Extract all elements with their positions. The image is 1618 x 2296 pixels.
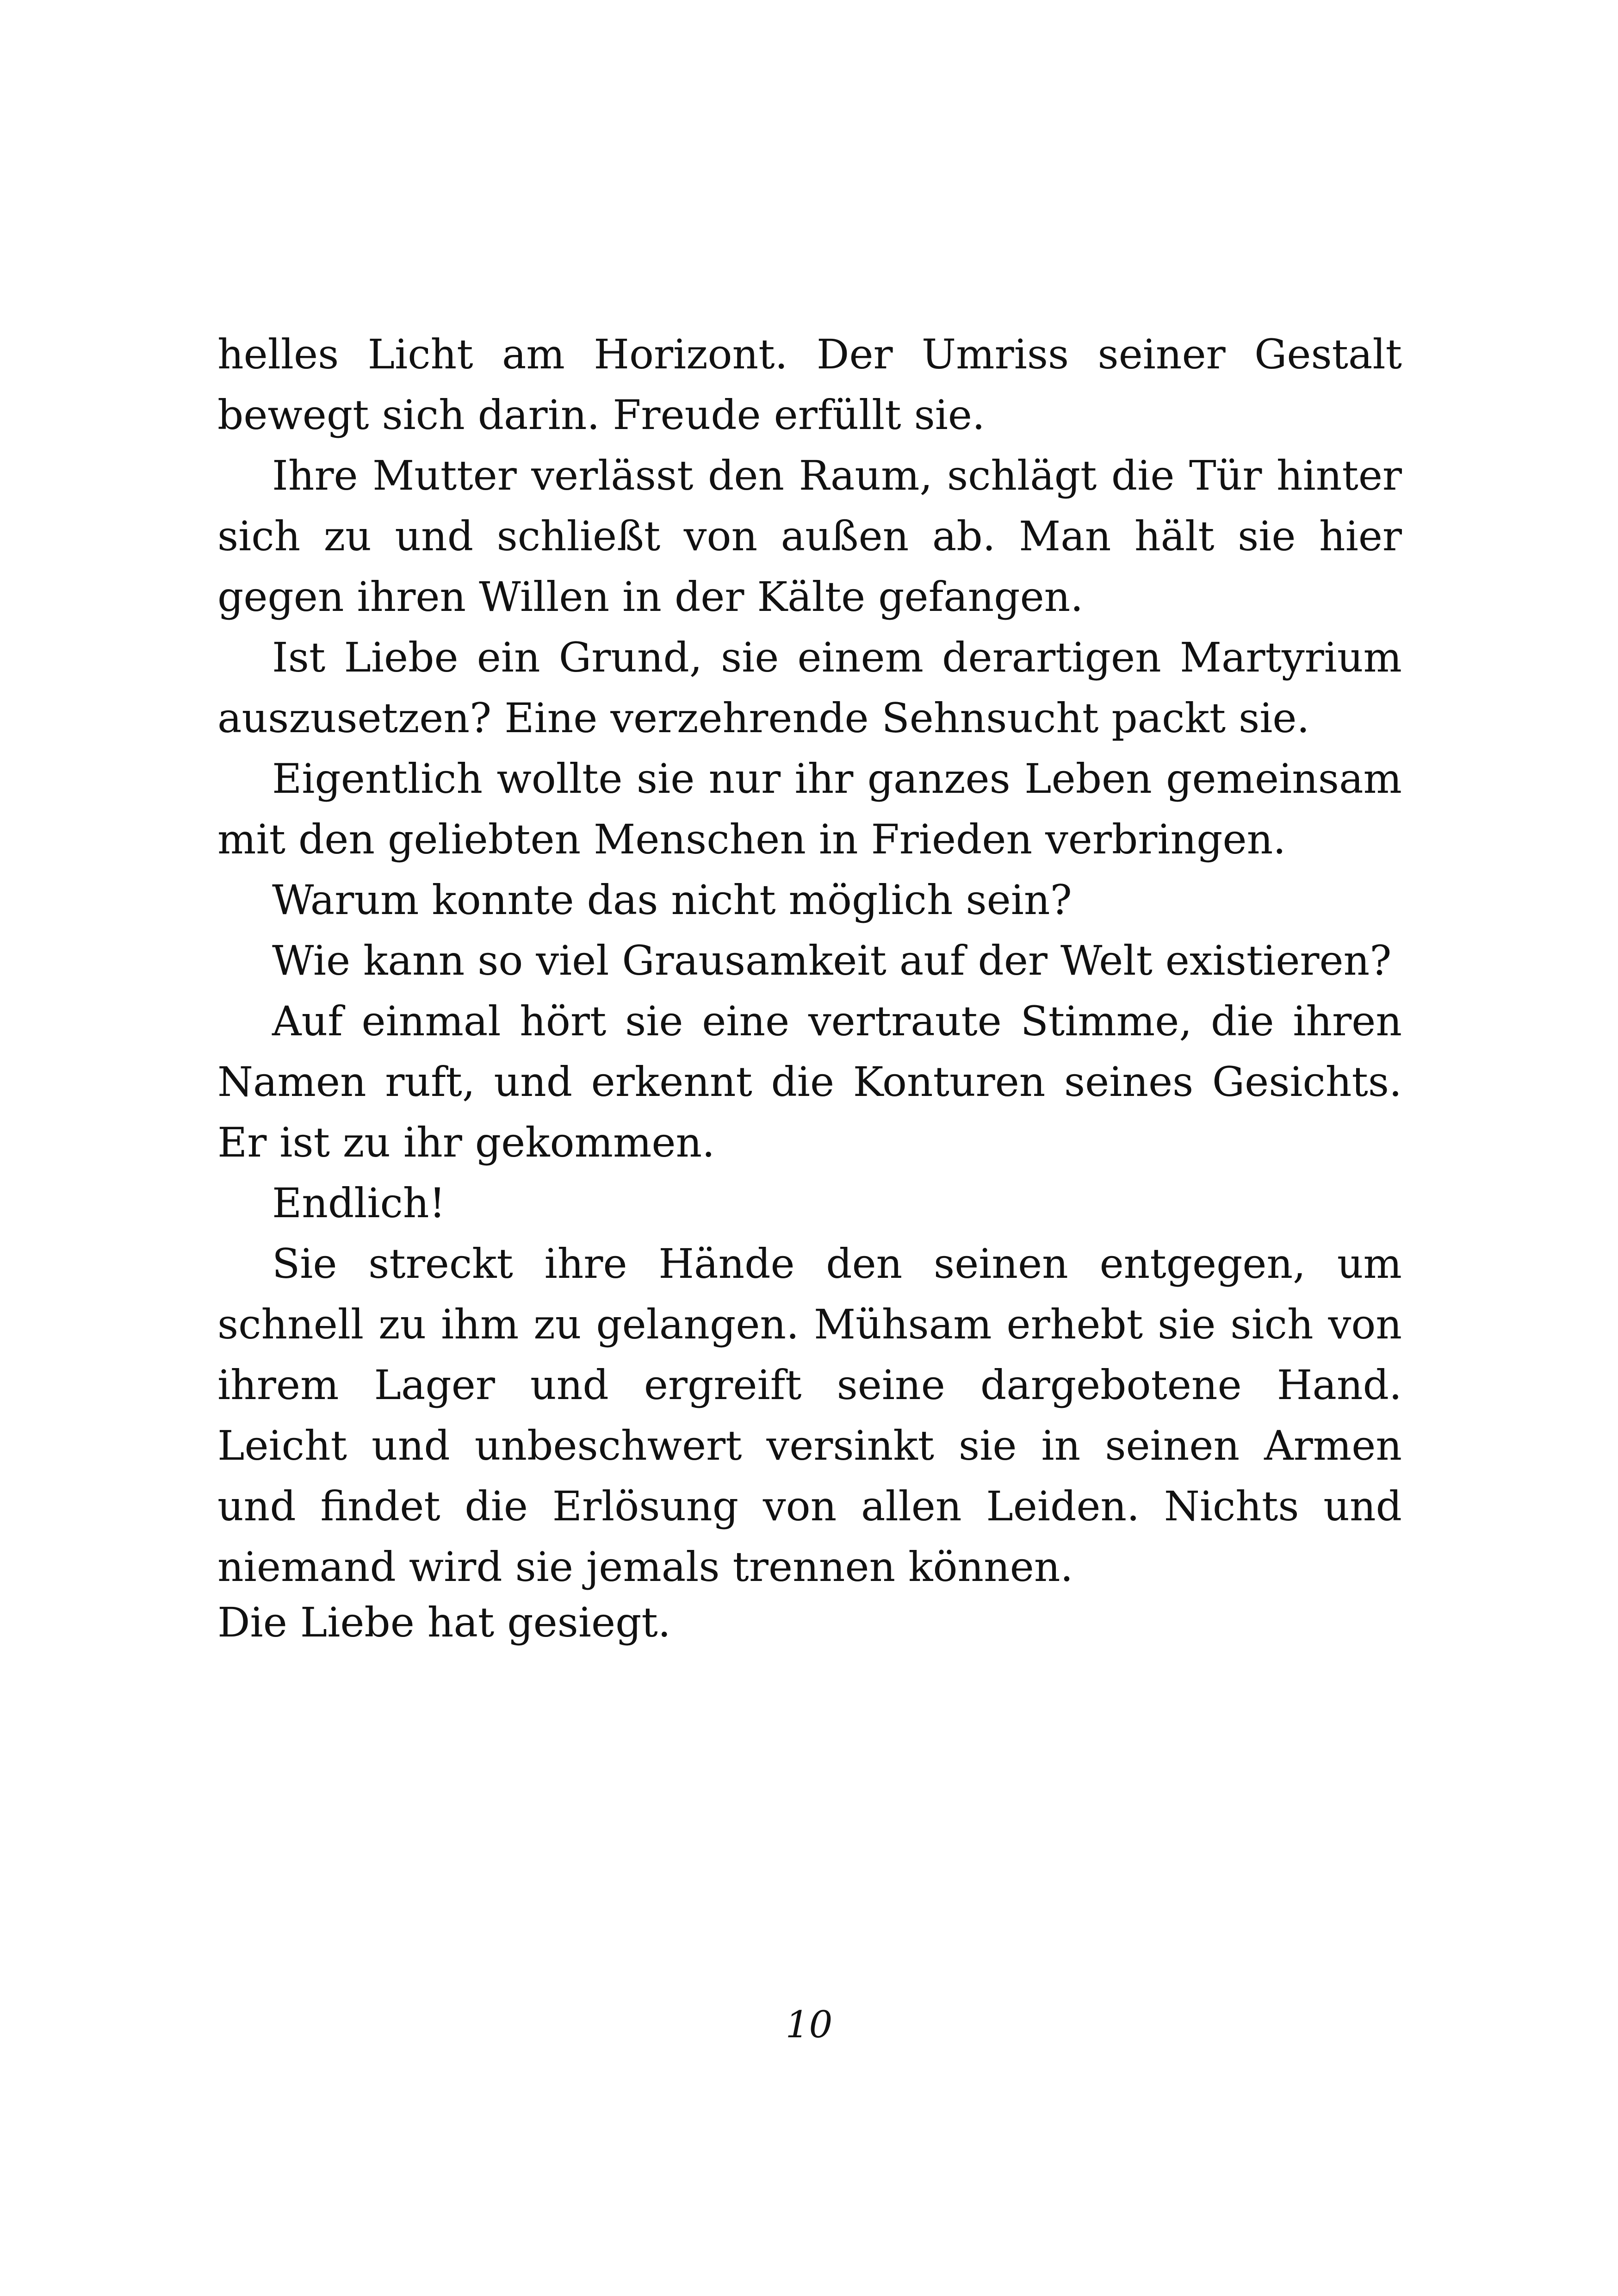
paragraph: Ihre Mutter verlässt den Raum, schlägt die Tür hinter sich zu und schließt von außen ab. Man hält sie hier gegen ihren Willen in der Kälte gefangen.: [217, 452, 1402, 621]
paragraph: Ist Liebe ein Grund, sie einem derartigen Martyrium auszusetzen? Eine verzehrende Sehnsucht packt sie.: [217, 634, 1402, 742]
page-number: 10: [785, 2003, 833, 2046]
paragraph: Eigentlich wollte sie nur ihr ganzes Leben gemeinsam mit den geliebten Menschen in Frieden verbringen.: [217, 755, 1402, 863]
paragraph-continuation: helles Licht am Horizont. Der Umriss seiner Gestalt bewegt sich darin. Freude erfüllt sie.: [217, 330, 1402, 439]
paragraph: Wie kann so viel Grausamkeit auf der Welt existieren?: [272, 937, 1392, 984]
paragraph: Warum konnte das nicht möglich sein?: [272, 876, 1072, 924]
paragraph: Sie streckt ihre Hände den seinen entgegen, um schnell zu ihm zu gelangen. Mühsam erhebt sie sich von ihrem Lager und ergreift seine dargebotene Hand. Leicht und unbeschwert versinkt sie in seinen Armen und findet die Erlösung von allen Leiden. Nichts und niemand wird sie jemals trennen können.: [217, 1240, 1402, 1591]
paragraph: Auf einmal hört sie eine vertraute Stimme, die ihren Namen ruft, und erkennt die Konturen seines Gesichts. Er ist zu ihr gekommen.: [217, 997, 1402, 1166]
closing-sentence: Die Liebe hat gesiegt.: [217, 1599, 671, 1646]
paragraph: Endlich!: [272, 1179, 446, 1227]
body-text: [217, 324, 1402, 1597]
